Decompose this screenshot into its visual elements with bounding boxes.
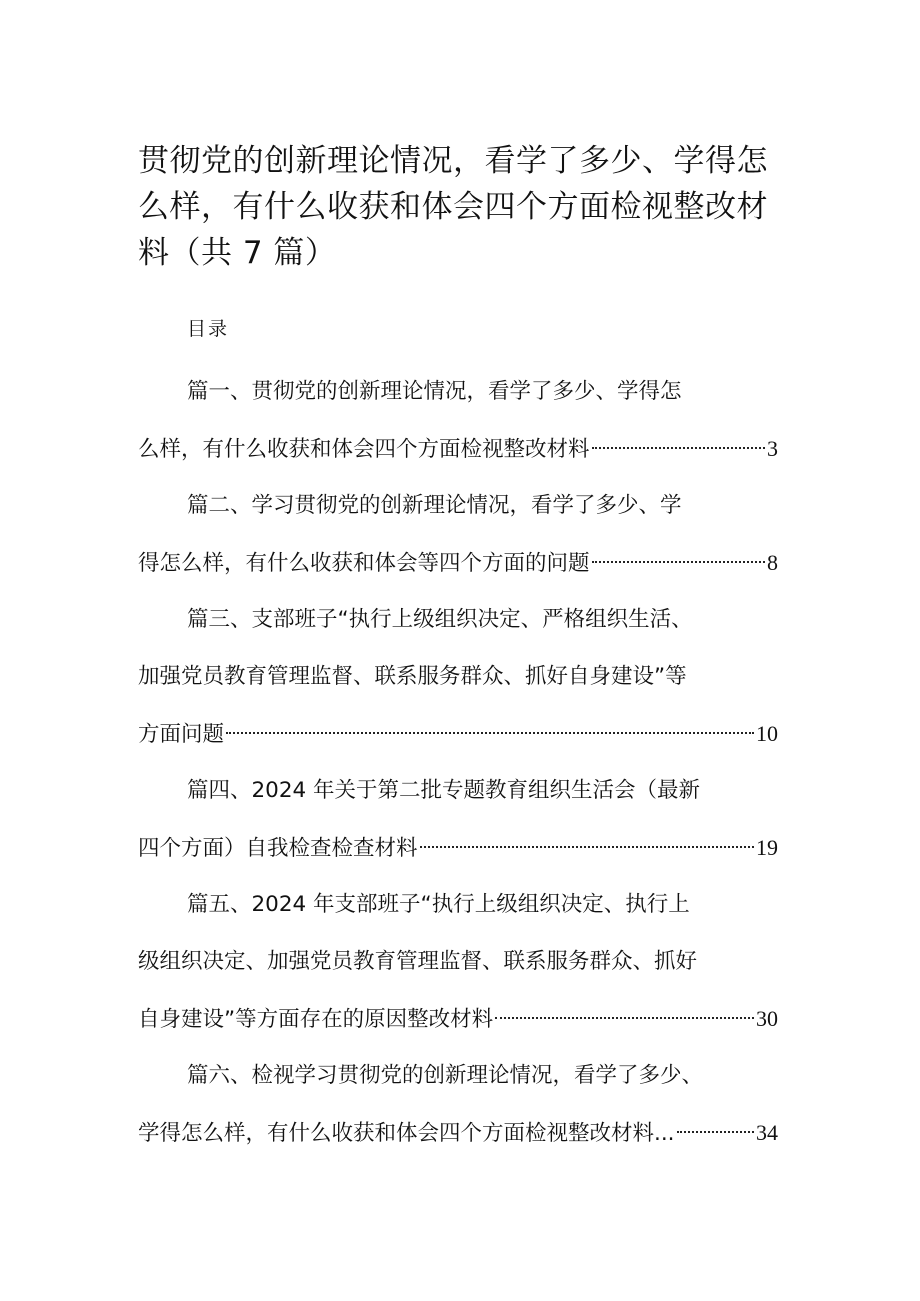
- toc-page-number: 30: [756, 1006, 778, 1031]
- toc-entry[interactable]: [138, 363, 778, 477]
- dot-leader: [592, 447, 765, 449]
- toc-entry-text: 自身建设”等方面存在的原因整改材料: [138, 1007, 494, 1032]
- toc-entry-line: 加强党员教育管理监督、联系服务群众、抓好自身建设”等: [138, 664, 687, 689]
- toc-entry-last-line: [138, 420, 778, 477]
- toc-entry-last-line: [138, 705, 778, 762]
- toc-entry-line: 篇一、贯彻党的创新理论情况，看学了多少、学得怎: [187, 379, 682, 404]
- toc-entry-last-line: [138, 819, 778, 876]
- toc-entry-line: 级组织决定、加强党员教育管理监督、联系服务群众、抓好: [138, 949, 698, 974]
- toc-page-number: 34: [756, 1120, 778, 1145]
- title-line-3: 料（共 7 篇）: [138, 235, 337, 271]
- toc-entry-text: 得怎么样，有什么收获和体会等四个方面的问题: [138, 551, 590, 576]
- table-of-contents: [138, 363, 778, 1161]
- toc-entry[interactable]: [138, 762, 778, 876]
- toc-entry-last-line: [138, 990, 778, 1047]
- toc-entry-text: 方面问题: [138, 722, 225, 747]
- dot-leader: [226, 732, 754, 734]
- toc-entry-line: 篇四、2024 年关于第二批专题教育组织生活会（最新: [187, 778, 701, 803]
- toc-entry-last-line: [138, 1104, 778, 1161]
- dot-leader: [495, 1017, 754, 1019]
- toc-entry-text: 学得怎么样，有什么收获和体会四个方面检视整改材料...: [138, 1121, 675, 1146]
- toc-entry-line: 篇五、2024 年支部班子“执行上级组织决定、执行上: [187, 892, 690, 917]
- toc-entry[interactable]: [138, 876, 778, 1047]
- toc-entry[interactable]: [138, 477, 778, 591]
- toc-page-number: 8: [767, 550, 778, 575]
- dot-leader: [592, 561, 765, 563]
- toc-entry-text: 四个方面）自我检查检查材料: [138, 836, 418, 861]
- title-line-2: 么样，有什么收获和体会四个方面检视整改材: [138, 189, 768, 225]
- toc-page-number: 19: [756, 835, 778, 860]
- title-line-1: 贯彻党的创新理论情况，看学了多少、学得怎: [138, 143, 768, 179]
- dot-leader: [677, 1131, 754, 1133]
- toc-heading: 目录: [187, 318, 230, 340]
- toc-entry-line: 篇六、检视学习贯彻党的创新理论情况，看学了多少、: [187, 1063, 704, 1088]
- dot-leader: [420, 846, 754, 848]
- toc-entry-line: 篇三、支部班子“执行上级组织决定、严格组织生活、: [187, 607, 693, 632]
- toc-entry[interactable]: [138, 1047, 778, 1161]
- toc-entry-last-line: [138, 534, 778, 591]
- toc-entry-line: 篇二、学习贯彻党的创新理论情况，看学了多少、学: [187, 493, 682, 518]
- toc-page-number: 10: [756, 721, 778, 746]
- toc-page-number: 3: [767, 436, 778, 461]
- toc-entry[interactable]: [138, 591, 778, 762]
- document-title: [138, 138, 798, 276]
- toc-entry-text: 么样，有什么收获和体会四个方面检视整改材料: [138, 437, 590, 462]
